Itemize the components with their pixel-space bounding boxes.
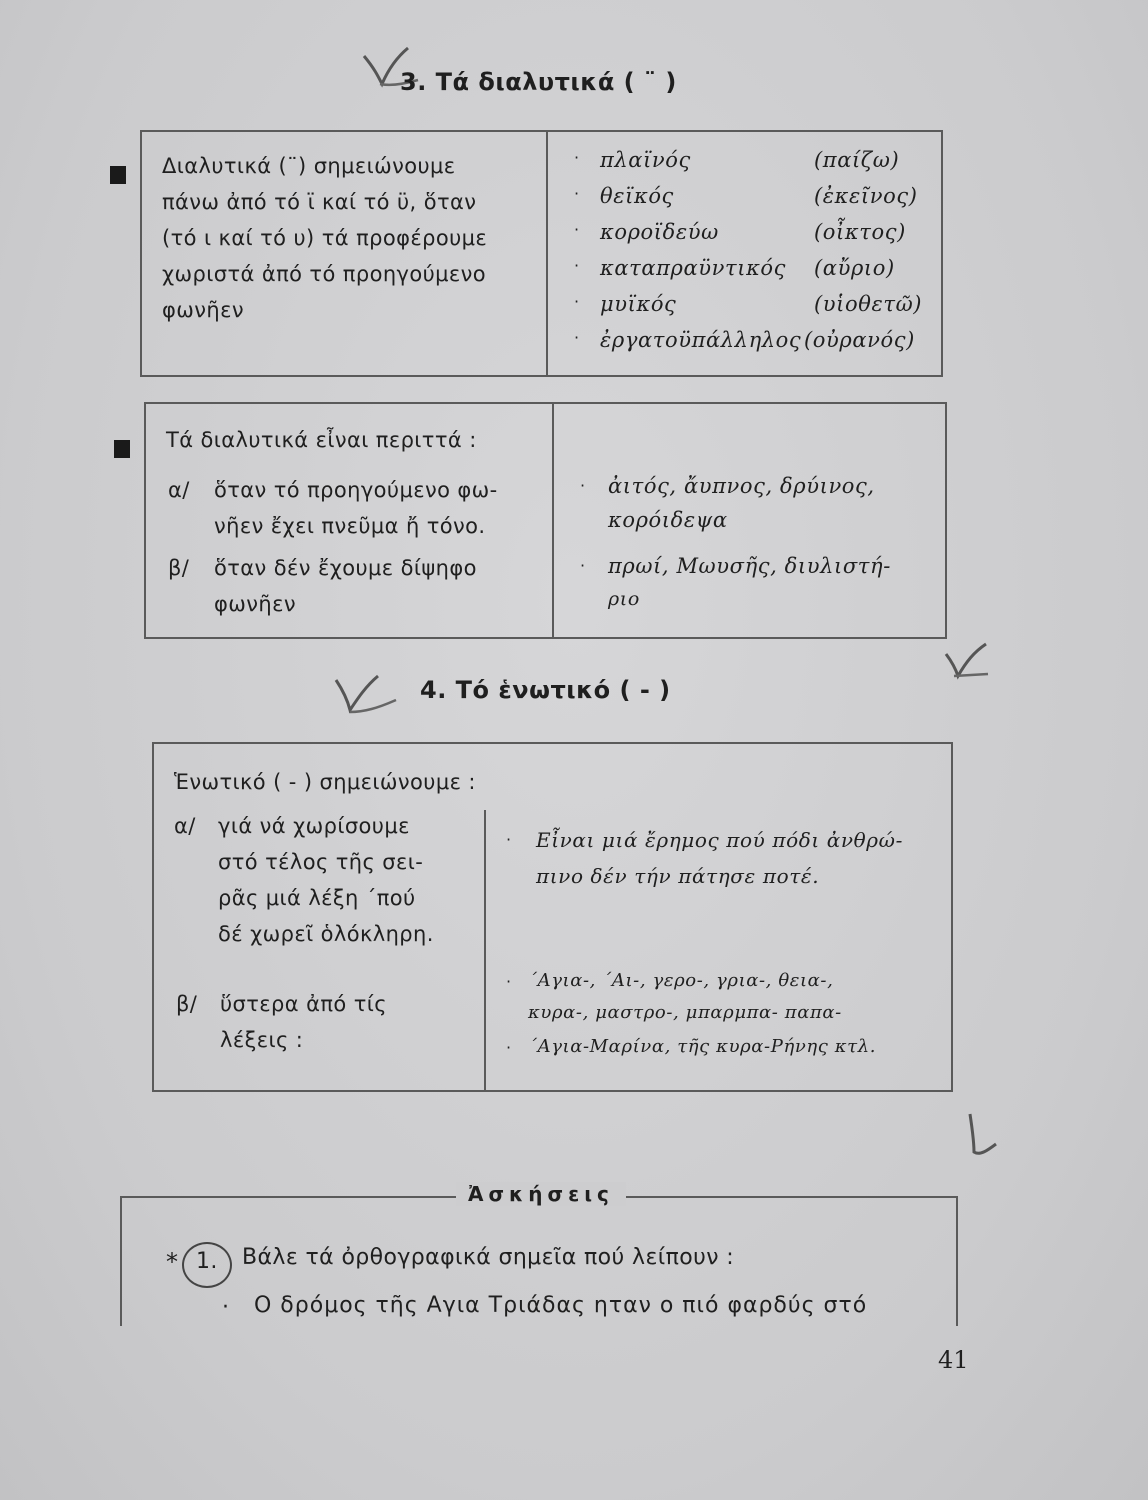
example-line: ριο bbox=[608, 588, 640, 610]
example-line: ΄Αγια-Μαρίνα, τῆς κυρα-Ρήνης κτλ. bbox=[528, 1036, 877, 1057]
hyphen-a-label: α/ bbox=[174, 814, 196, 838]
pencil-check-mark-right bbox=[940, 640, 996, 684]
example-row: · μυϊκός (υἱοθετῶ) bbox=[574, 292, 923, 316]
page-number: 41 bbox=[938, 1346, 969, 1374]
exercise-number: 1. bbox=[196, 1249, 218, 1274]
rule-line: φωνῆεν bbox=[162, 298, 244, 322]
rule-line: πάνω ἀπό τό ϊ καί τό ϋ, ὅταν bbox=[162, 190, 477, 214]
example-line: κορόιδεψα bbox=[608, 508, 728, 532]
box-divider bbox=[552, 402, 554, 639]
exercise-bullet: · bbox=[222, 1295, 230, 1320]
exercise-instruction: Βάλε τά ὀρθογραφικά σημεῖα πού λείπουν : bbox=[242, 1245, 735, 1270]
example-line: πρωί, Μωυσῆς, διυλιστή- bbox=[608, 554, 891, 578]
exercise-star: * bbox=[166, 1248, 179, 1276]
exceptions-intro: Τά διαλυτικά εἶναι περιττά : bbox=[166, 428, 477, 452]
text-line: λέξεις : bbox=[220, 1028, 304, 1052]
text-line: φωνῆεν bbox=[214, 592, 296, 616]
example-line: πινο δέν τήν πάτησε ποτέ. bbox=[536, 864, 820, 888]
text-line: ρᾶς μιά λέξη ΄πού bbox=[218, 886, 416, 910]
text-line: ὅταν τό προηγούμενο φω- bbox=[214, 478, 498, 502]
exception-a-text bbox=[214, 472, 544, 544]
example-row: · πλαϊνός (παίζω) bbox=[574, 148, 900, 172]
diaeresis-examples bbox=[574, 144, 934, 360]
rule-line: χωριστά ἀπό τό προηγούμενο bbox=[162, 262, 487, 286]
example-line: ἀιτός, ἄυπνος, δρύινος, bbox=[608, 474, 875, 498]
exercises-title: Ἀσκήσεις bbox=[456, 1182, 626, 1206]
example-line: κυρα-, μαστρο-, μπαρμπα- παπα- bbox=[528, 1002, 842, 1023]
box-divider bbox=[546, 130, 548, 377]
diaeresis-rule-text bbox=[162, 148, 542, 328]
square-bullet-icon bbox=[110, 166, 126, 184]
pencil-check-mark-section4 bbox=[332, 670, 402, 720]
rule-line: Διαλυτικά (¨) σημειώνουμε bbox=[162, 154, 456, 178]
section-3-title: 3. Τά διαλυτικά ( ¨ ) bbox=[400, 68, 677, 96]
text-line: νῆεν ἔχει πνεῦμα ἤ τόνο. bbox=[214, 514, 486, 538]
exercise-line-1: Ο δρόμος τῆς Αγια Τριάδας ηταν ο πιό φαρδύς στό bbox=[254, 1293, 868, 1318]
text-line: ὕστερα ἀπό τίς bbox=[220, 992, 387, 1016]
text-line: γιά νά χωρίσουμε bbox=[218, 814, 410, 838]
exception-b-text bbox=[214, 550, 544, 622]
pencil-check-mark-lower bbox=[960, 1108, 1000, 1168]
text-line: δέ χωρεῖ ὁλόκληρη. bbox=[218, 922, 434, 946]
hyphen-a-text bbox=[218, 808, 478, 952]
exception-a-label: α/ bbox=[168, 478, 190, 502]
hyphen-b-text bbox=[220, 986, 470, 1058]
square-bullet-icon bbox=[114, 440, 130, 458]
example-row: · θεϊκός (ἐκεῖνος) bbox=[574, 184, 918, 208]
example-row: · ἐργατοϋπάλληλος (οὐρανός) bbox=[574, 328, 915, 352]
rule-line: (τό ι καί τό υ) τά προφέρουμε bbox=[162, 226, 488, 250]
example-line: Εἶναι μιά ἔρημος πού πόδι ἀνθρώ- bbox=[536, 828, 903, 852]
text-line: στό τέλος τῆς σει- bbox=[218, 850, 424, 874]
box-divider bbox=[484, 810, 486, 1092]
text-line: ὅταν δέν ἔχουμε δίψηφο bbox=[214, 556, 477, 580]
example-row: · κοροϊδεύω (οἶκτος) bbox=[574, 220, 906, 244]
section-4-title: 4. Τό ἑνωτικό ( - ) bbox=[420, 676, 671, 704]
example-row: · καταπραϋντικός (αὔριο) bbox=[574, 256, 895, 280]
exception-b-label: β/ bbox=[168, 556, 190, 580]
hyphen-intro: Ἑνωτικό ( - ) σημειώνουμε : bbox=[174, 770, 476, 794]
hyphen-b-label: β/ bbox=[176, 992, 198, 1016]
example-line: ΄Αγια-, ΄Αι-, γερο-, γρια-, θεια-, bbox=[528, 970, 834, 991]
